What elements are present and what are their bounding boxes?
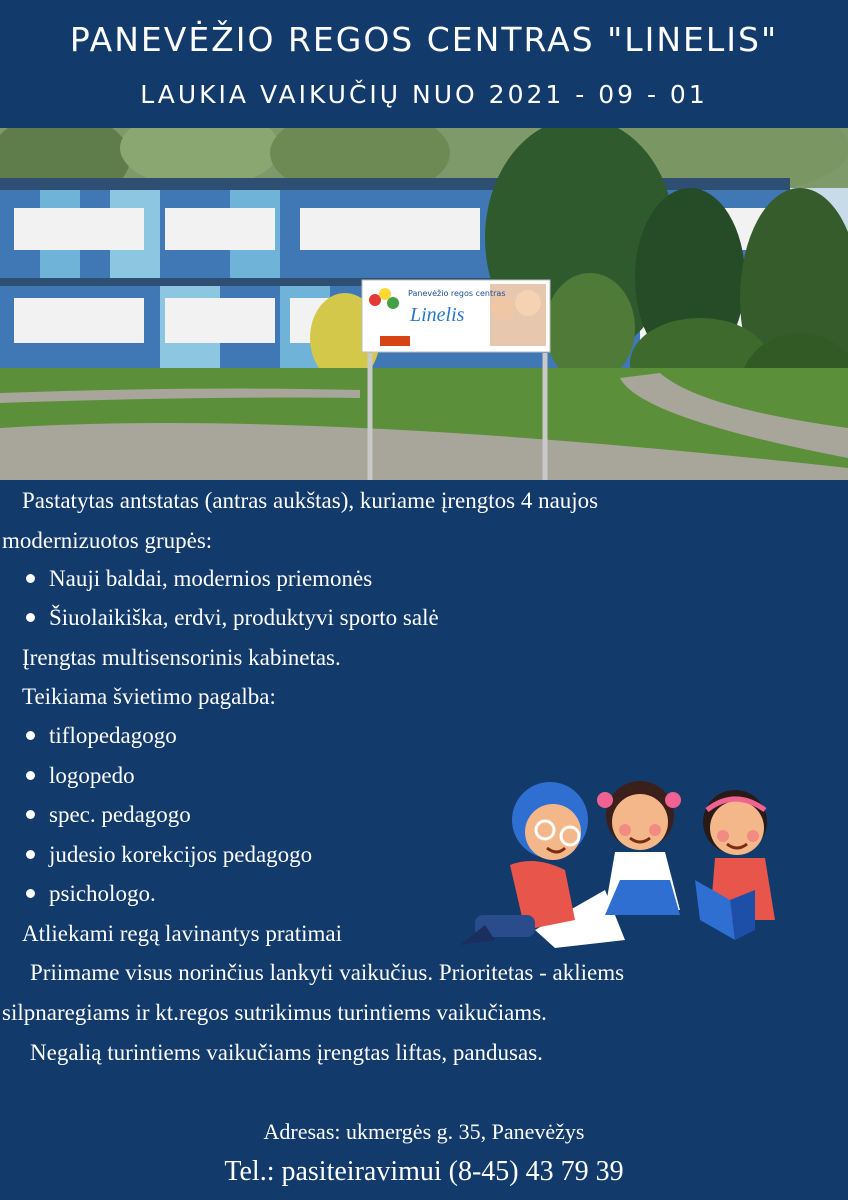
help-item: judesio korekcijos pedagogo [26, 842, 312, 868]
help-item: spec. pedagogo [26, 802, 191, 828]
sign-logo: Linelis [410, 304, 465, 326]
intro-line-1: Pastatytas antstatas (antras aukštas), kuriame įrengtos 4 naujos [22, 488, 599, 513]
phone-text: Tel.: pasiteiravimui (8-45) 43 79 39 [224, 1156, 624, 1187]
bullet-icon [26, 771, 35, 780]
help-item: tiflopedagogo [26, 723, 177, 749]
page-title: PANEVĖŽIO REGOS CENTRAS "LINELIS" [69, 20, 779, 59]
bullet-icon [26, 574, 35, 583]
disability-text: Negalią turintiems vaikučiams įrengtas liftas, pandusas. [30, 1040, 543, 1065]
page-subtitle: LAUKIA VAIKUČIŲ NUO 2021 - 09 - 01 [140, 80, 708, 109]
intro-line-2: modernizuotos grupės: [2, 528, 213, 553]
exercises-text: Atliekami regą lavinantys pratimai [22, 921, 342, 946]
sign-caption: Panevėžio regos centras [408, 289, 506, 298]
bullet-icon [26, 810, 35, 819]
bullet-icon [26, 889, 35, 898]
multisensory-text: Įrengtas multisensorinis kabinetas. [22, 645, 341, 670]
admission-line-1: Priimame visus norinčius lankyti vaikučius. Prioritetas - akliems [30, 960, 625, 985]
bullet-icon [26, 613, 35, 622]
help-title: Teikiama švietimo pagalba: [22, 684, 276, 709]
children-illustration [455, 770, 800, 955]
bullet-icon [26, 731, 35, 740]
help-item: logopedo [26, 763, 135, 789]
bullet-icon [26, 850, 35, 859]
address-text: Adresas: ukmergės g. 35, Panevėžys [263, 1119, 585, 1144]
feature-item: Šiuolaikiška, erdvi, produktyvi sporto salė [26, 605, 439, 631]
feature-item: Nauji baldai, modernios priemonės [26, 566, 372, 592]
admission-line-2: silpnaregiams ir kt.regos sutrikimus turintiems vaikučiams. [2, 1000, 547, 1025]
help-item: psichologo. [26, 881, 156, 907]
